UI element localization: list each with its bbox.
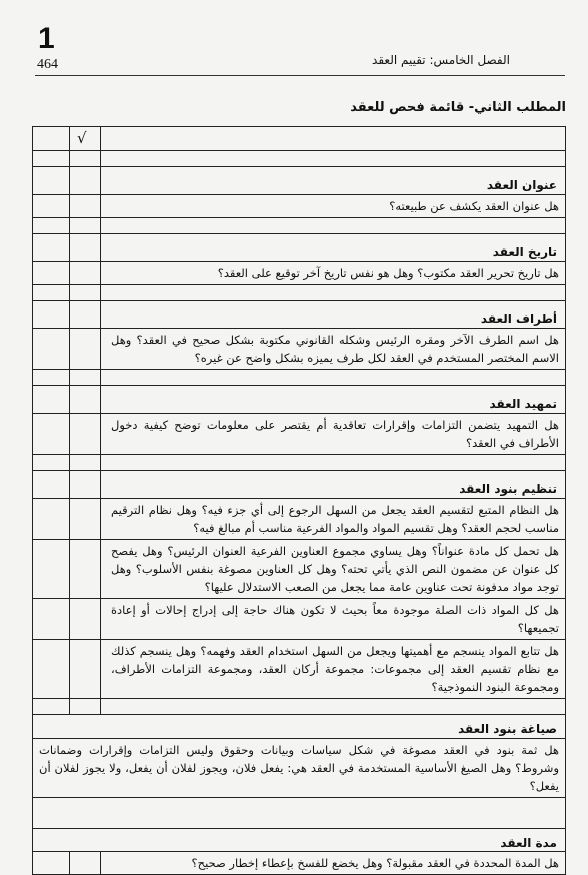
group-header-date: [33, 234, 565, 262]
page-number-large: 1: [38, 22, 55, 55]
check-mark: √: [77, 129, 87, 147]
table-row: [33, 739, 565, 798]
group-header: عنوان العقد: [486, 178, 557, 192]
header-rule: [35, 75, 565, 76]
table-row: [33, 599, 565, 640]
question-text: هل عنوان العقد يكشف عن طبيعته؟: [389, 199, 559, 213]
spacer-row: [33, 218, 565, 234]
group-header-organization: [33, 471, 565, 499]
question-text: هل تاريخ تحرير العقد مكتوب؟ وهل هو نفس تاريخ آخر توقيع على العقد؟: [217, 266, 559, 280]
group-header-preamble: [33, 386, 565, 414]
group-header-parties: [33, 301, 565, 329]
group-header: تنظيم بنود العقد: [459, 482, 557, 496]
spacer-row: [33, 798, 565, 828]
group-header: تاريخ العقد: [492, 245, 557, 259]
spacer-row: [33, 285, 565, 301]
question-text: هل تتابع المواد ينسجم مع أهميتها ويجعل من السهل استخدام العقد وفهمه؟ وهل ينسجم كذلك مع نظام تقسيم العقد إلى مجموعات: مجموعة أركان العقد، ومجموعة التزامات الأطراف، ومجموعة البنود النموذجية؟: [111, 644, 559, 694]
spacer-row: [33, 370, 565, 386]
table-row: [33, 540, 565, 599]
group-header: صياغة بنود العقد: [458, 722, 557, 736]
table-row: [33, 852, 565, 875]
checklist-table: [32, 126, 566, 875]
question-text: هل المدة المحددة في العقد مقبولة؟ وهل يخضع للفسخ بإعطاء إخطار صحيح؟: [191, 856, 559, 870]
group-header: تمهيد العقد: [489, 397, 557, 411]
group-header-title: [33, 167, 565, 195]
question-text: هل التمهيد يتضمن التزامات وإقرارات تعاقدية أم يقتصر على معلومات توضح كيفية دخول الأطراف في العقد؟: [111, 418, 559, 450]
chapter-title: الفصل الخامس: تقييم العقد: [372, 53, 510, 67]
spacer-row: [33, 455, 565, 471]
table-row: [33, 414, 565, 455]
spacer-row: [33, 699, 565, 715]
group-header: أطراف العقد: [480, 312, 557, 326]
check-header-row: [33, 127, 565, 151]
table-row: [33, 499, 565, 540]
section-title: المطلب الثاني- قائمة فحص للعقد: [350, 100, 566, 115]
table-row: [33, 640, 565, 699]
group-header-drafting: [33, 715, 565, 739]
question-text: هل تحمل كل مادة عنواناً؟ وهل يساوي مجموع العناوين الفرعية العنوان الرئيس؟ وهل يفصح كل عنوان عن مضمون النص الذي يأتي تحته؟ وهل كل العناوين مصوغة بنفس الأسلوب؟ وهل توجد مواد مدفونة تحت عناوين عامة مما يجعل من الصعب الاستدلال عليها؟: [111, 544, 559, 594]
spacer-row: [33, 151, 565, 167]
page-number: 464: [37, 57, 58, 72]
table-row: [33, 329, 565, 370]
table-row: [33, 262, 565, 285]
question-text: هل كل المواد ذات الصلة موجودة معاً بحيث لا تكون هناك حاجة إلى إدراج إحالات أو إعادة تجميعها؟: [111, 603, 559, 635]
group-header: مدة العقد: [500, 836, 557, 850]
question-text: هل النظام المتبع لتقسيم العقد يجعل من السهل الرجوع إلى أي جزء فيه؟ وهل نظام الترقيم مناسب لحجم العقد؟ وهل تقسيم المواد والمواد الفرعية مناسب أم مبالغ فيه؟: [111, 503, 559, 535]
question-text: هل اسم الطرف الآخر ومقره الرئيس وشكله القانوني مكتوبة بشكل صحيح في العقد؟ وهل الاسم المختصر المستخدم في العقد لكل طرف يميزه بشكل واضح عن غيره؟: [111, 333, 559, 365]
group-header-term: [33, 828, 565, 852]
table-row: [33, 195, 565, 218]
question-text: هل ثمة بنود في العقد مصوغة في شكل سياسات وبيانات وحقوق وليس التزامات وإقرارات وضمانات وشروط؟ وهل الصيغ الأساسية المستخدمة في العقد هي: يفعل فلان، ويجوز لفلان أن يفعل، ولا يجوز لفلان أن يفعل؟: [39, 743, 559, 793]
